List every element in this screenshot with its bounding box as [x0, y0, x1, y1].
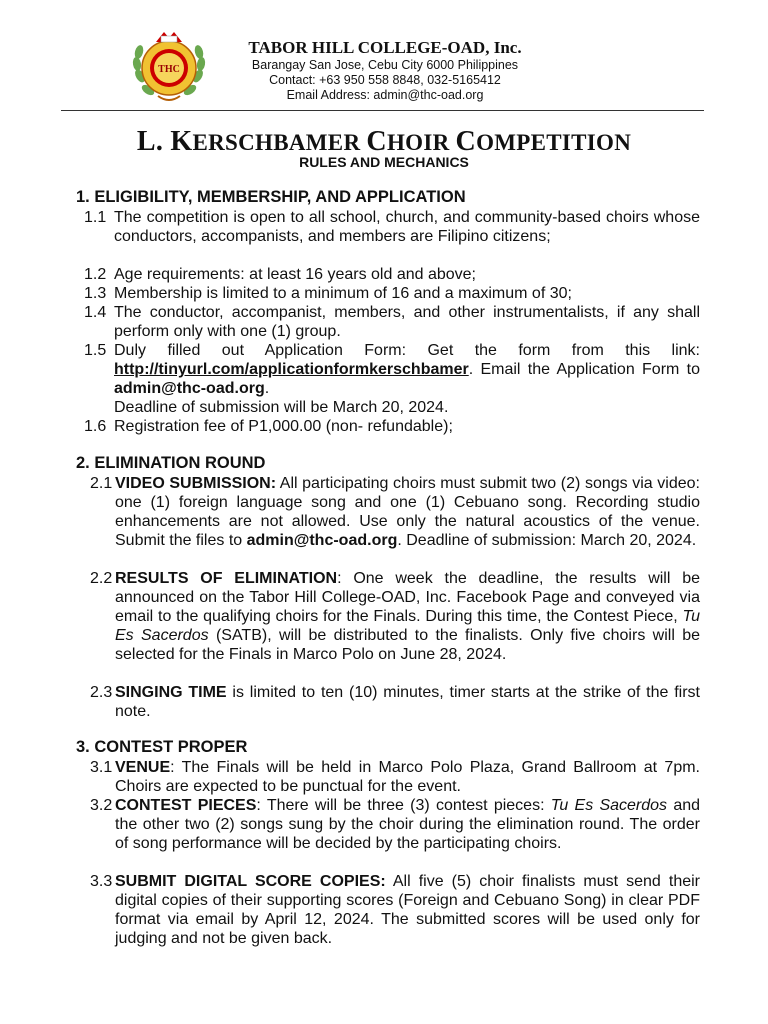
organization-contact: Contact: +63 950 558 8848, 032-5165412: [269, 73, 501, 87]
header-divider: [61, 110, 704, 111]
rule-2-3: 2.3 SINGING TIME is limited to ten (10) minutes, timer starts at the strike of the first note.: [90, 684, 700, 720]
organization-email: Email Address: admin@thc-oad.org: [286, 88, 484, 102]
rule-1-6: 1.6 Registration fee of P1,000.00 (non- refundable);: [84, 418, 453, 435]
svg-text:THC: THC: [158, 64, 180, 75]
rule-1-3: 1.3 Membership is limited to a minimum of 16 and a maximum of 30;: [84, 285, 572, 302]
rule-1-5: 1.5 Duly filled out Application Form: Get the form from this link: http://tinyurl.com/applicationformkerschbamer. Email the Application Form to admin@thc-oad.org. Deadline of submission will be March 20, 2024.: [84, 342, 700, 416]
college-seal-logo: [128, 24, 210, 106]
organization-name: TABOR HILL COLLEGE-OAD, Inc.: [248, 38, 522, 57]
rule-1-1: 1.1 The competition is open to all school, church, and community-based choirs whose conductors, accompanists, and members are Filipino citizens;: [84, 209, 700, 245]
submission-email: admin@thc-oad.org: [114, 380, 265, 397]
document-title: L. KERSCHBAMER CHOIR COMPETITION: [136, 126, 632, 157]
rule-3-2: 3.2 CONTEST PIECES: There will be three (3) contest pieces: Tu Es Sacerdos and the other two (2) songs sung by the choir during the elimination round. The order of song performance will be decided by the participating choirs.: [90, 797, 701, 852]
section-3-heading: 3. CONTEST PROPER: [76, 738, 248, 756]
letterhead: [0, 0, 768, 112]
section-1-heading: 1. ELIGIBILITY, MEMBERSHIP, AND APPLICATION: [76, 188, 466, 206]
rule-3-1: 3.1 VENUE: The Finals will be held in Marco Polo Plaza, Grand Ballroom at 7pm. Choirs are expected to be punctual for the event.: [90, 759, 700, 795]
rule-3-3: 3.3 SUBMIT DIGITAL SCORE COPIES: All five (5) choir finalists must send their digital copies of their supporting scores (Foreign and Cebuano Song) in clear PDF format via email by April 12, 2024. The submitted scores will be used only for judging and not be given back.: [90, 873, 701, 947]
rule-2-2: 2.2 RESULTS OF ELIMINATION: One week the deadline, the results will be announced on the Tabor Hill College-OAD, Inc. Facebook Page and conveyed via email to the qualifying choirs for the Finals. During this time, the Contest Piece, Tu Es Sacerdos (SATB), will be distributed to the finalists. Only five choirs will be selected for the Finals in Marco Polo on June 28, 2024.: [90, 570, 701, 663]
organization-address: Barangay San Jose, Cebu City 6000 Philippines: [251, 58, 519, 72]
rule-1-4: 1.4 The conductor, accompanist, members, and other instrumentalists, if any shall perform only with one (1) group.: [84, 304, 700, 340]
document-subtitle: RULES AND MECHANICS: [299, 154, 469, 170]
rule-2-1: 2.1 VIDEO SUBMISSION: All participating choirs must submit two (2) songs via video: one (1) foreign language song and one (1) Cebuano song. Recording studio enhancements are not allowed. Use only the natural acoustics of the venue. Submit the files to admin@thc-oad.org. Deadline of submission: March 20, 2024.: [90, 475, 700, 549]
rule-1-2: 1.2 Age requirements: at least 16 years old and above;: [84, 266, 476, 283]
section-2-heading: 2. ELIMINATION ROUND: [76, 454, 266, 472]
application-form-link[interactable]: http://tinyurl.com/applicationformkerschbamer: [114, 361, 469, 378]
